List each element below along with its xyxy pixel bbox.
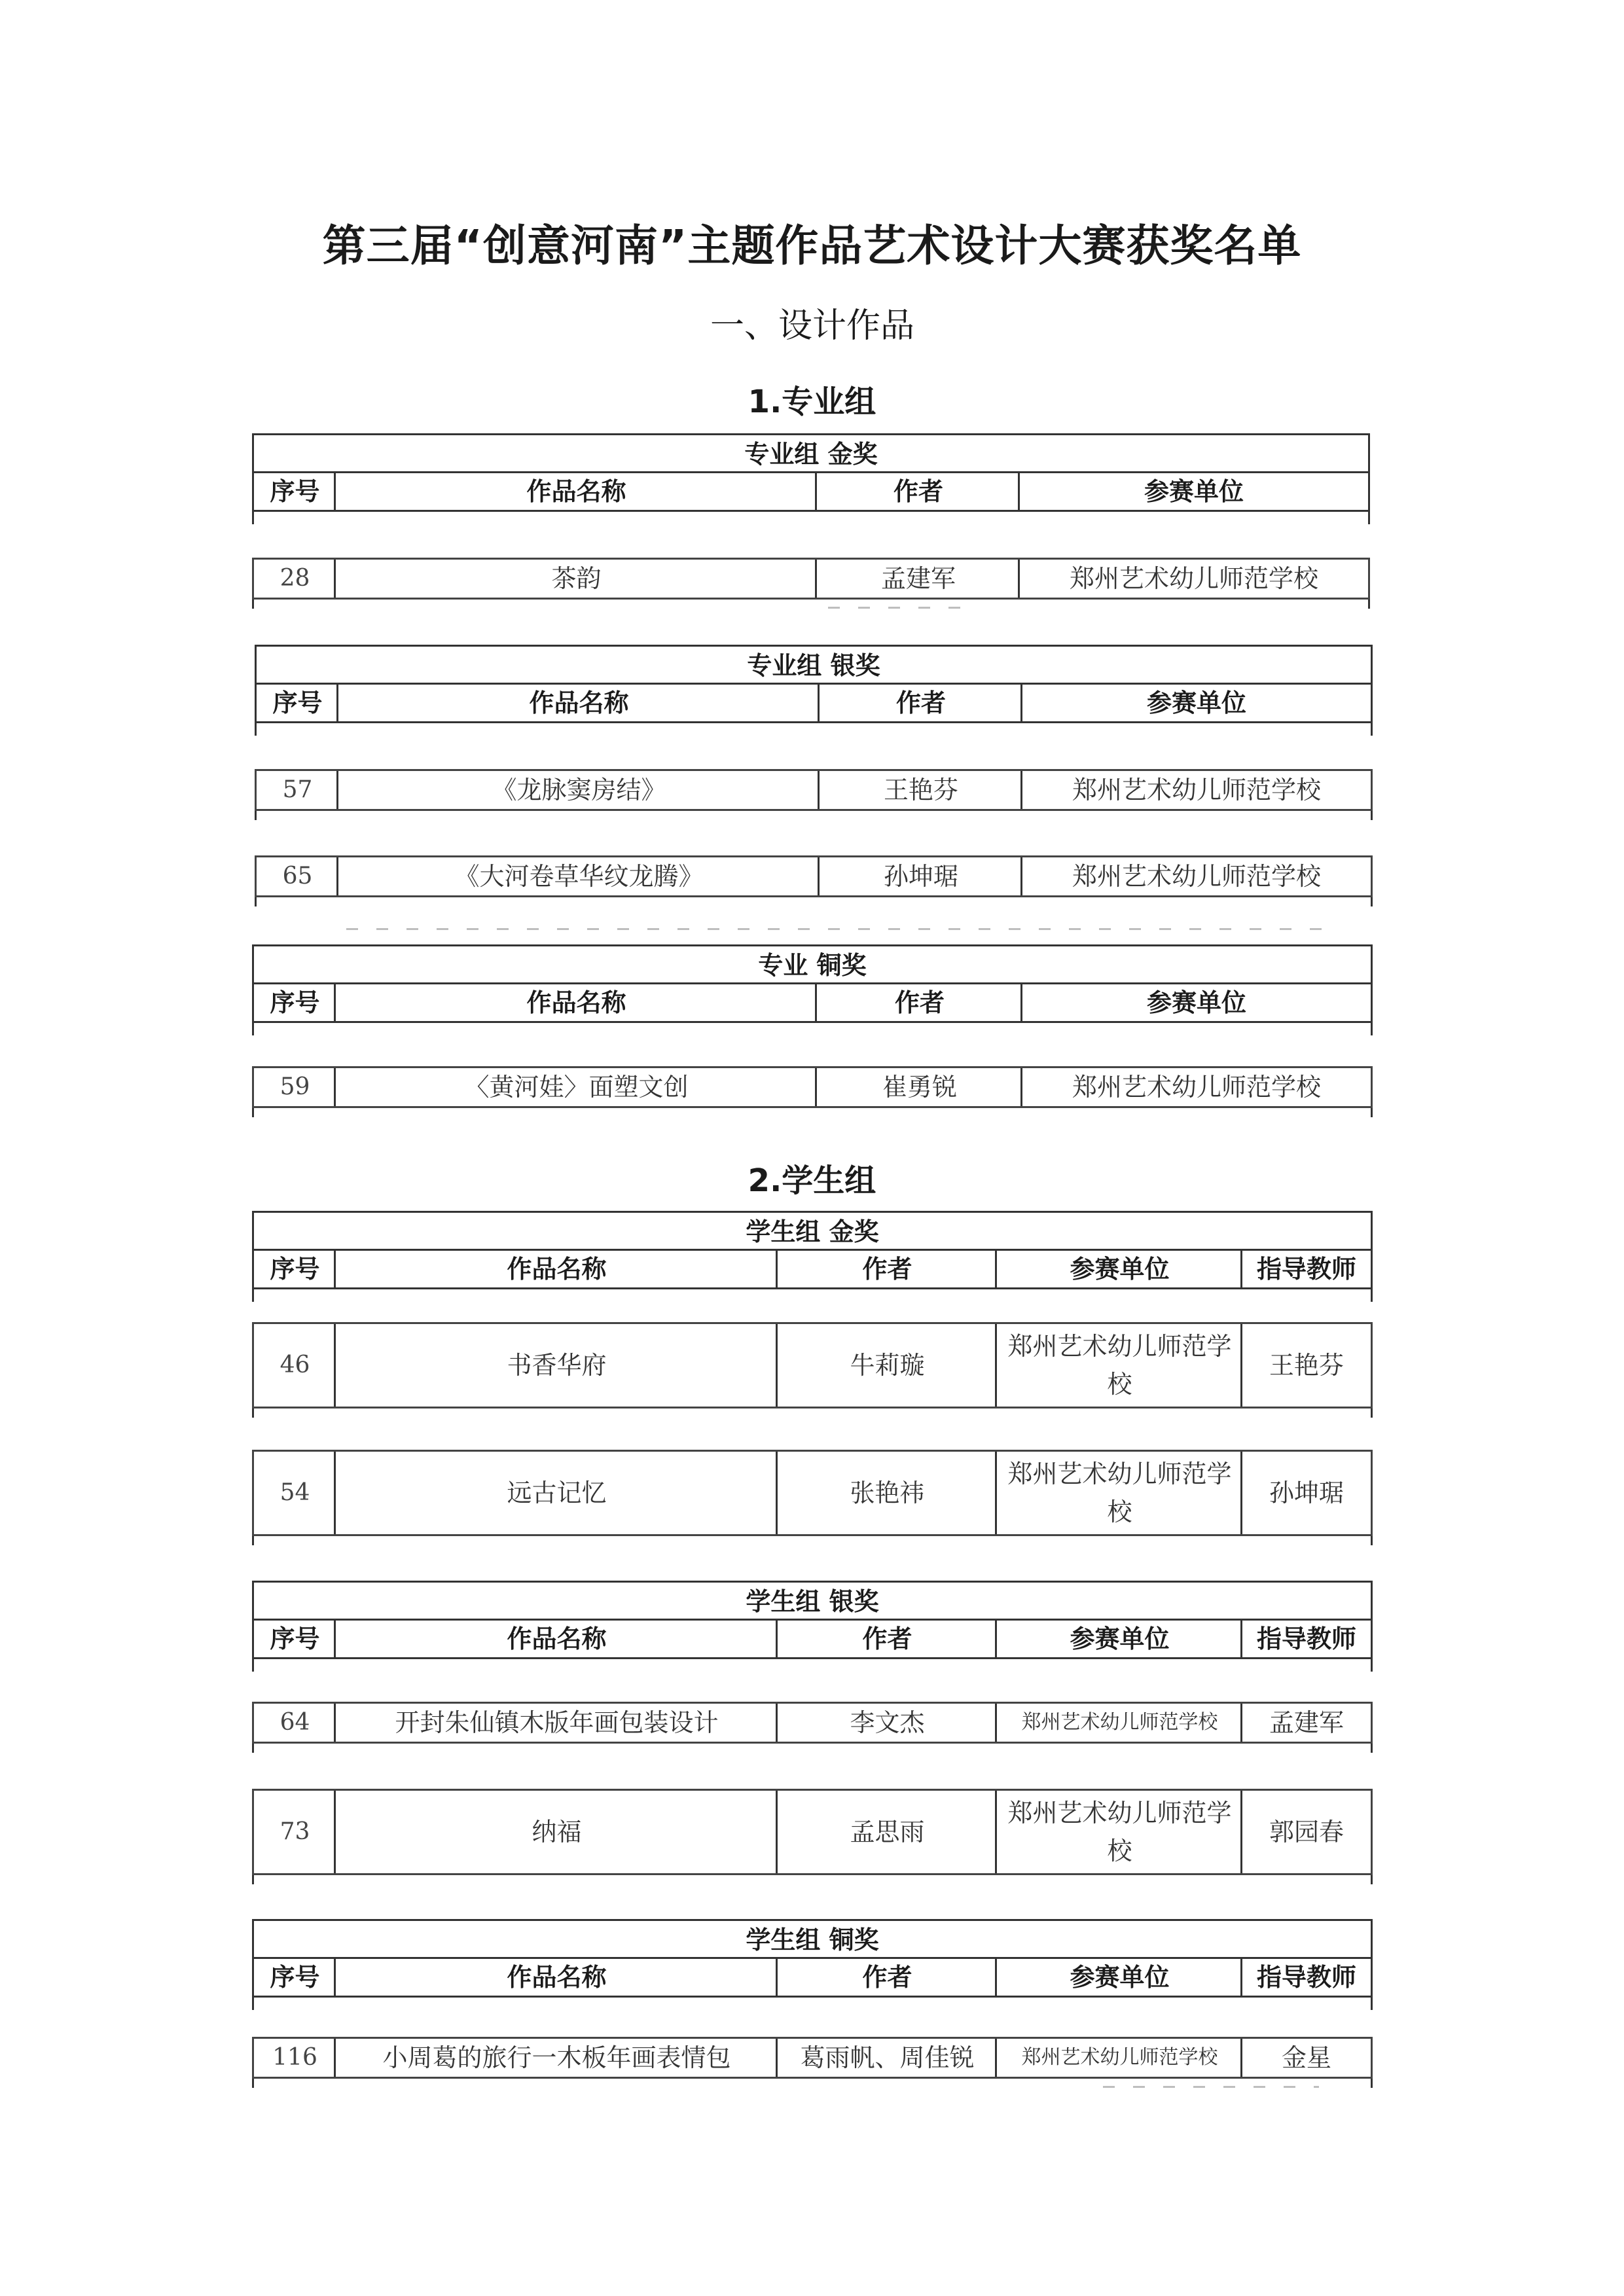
cell-name: 《大河卷草华纹龙腾》 xyxy=(454,862,704,891)
header-teacher: 指导教师 xyxy=(1256,1255,1356,1283)
table-caption: 学生组 银奖 xyxy=(252,1581,1373,1621)
cell-author: 葛雨帆、周佳锐 xyxy=(800,2043,975,2072)
table-header-row xyxy=(252,982,1373,1023)
cell-unit: 郑州艺术幼儿师范学校 xyxy=(1072,776,1321,804)
table-header-row xyxy=(255,683,1373,723)
header-name: 作品名称 xyxy=(507,1963,607,1992)
header-author: 作者 xyxy=(862,1255,912,1283)
header-no: 序号 xyxy=(270,477,320,506)
table-row xyxy=(252,1450,1373,1536)
table-student-bronze xyxy=(252,1919,1373,2102)
header-teacher: 指导教师 xyxy=(1256,1963,1356,1992)
cell-teacher: 孟建军 xyxy=(1269,1708,1344,1737)
table-caption: 专业 铜奖 xyxy=(252,944,1373,984)
cell-teacher: 王艳芬 xyxy=(1269,1351,1344,1380)
header-no: 序号 xyxy=(272,689,323,717)
group-heading-student: 2.学生组 xyxy=(748,1162,876,1199)
cell-author: 孟思雨 xyxy=(850,1818,925,1846)
table-row xyxy=(255,855,1373,897)
table-row xyxy=(252,558,1370,600)
cell-unit: 郑州艺术幼儿师范学校 xyxy=(1072,1073,1321,1102)
cell-unit: 郑州艺术幼儿师范学校 xyxy=(1021,1711,1218,1734)
header-unit: 参赛单位 xyxy=(1070,1963,1170,1992)
cell-name: 《龙脉窦房结》 xyxy=(492,776,666,804)
header-no: 序号 xyxy=(270,1963,320,1992)
cell-author: 李文杰 xyxy=(850,1708,925,1737)
header-author: 作者 xyxy=(894,988,945,1017)
page-title: 第三届“创意河南”主题作品艺术设计大赛获奖名单 xyxy=(322,221,1302,271)
cell-no: 59 xyxy=(280,1073,310,1100)
header-unit: 参赛单位 xyxy=(1146,988,1246,1017)
table-header-row xyxy=(252,1957,1373,1998)
header-name: 作品名称 xyxy=(526,988,626,1017)
header-unit: 参赛单位 xyxy=(1070,1255,1170,1283)
header-author: 作者 xyxy=(862,1963,912,1992)
table-row xyxy=(252,1066,1373,1108)
header-name: 作品名称 xyxy=(526,477,626,506)
table-header-row xyxy=(252,1249,1373,1289)
table-pro-bronze xyxy=(252,944,1373,1121)
cell-teacher: 金星 xyxy=(1281,2043,1331,2072)
section-heading: 一、设计作品 xyxy=(710,306,915,346)
table-header-row xyxy=(252,1619,1373,1659)
cell-author: 孟建军 xyxy=(880,564,956,593)
cell-no: 116 xyxy=(272,2044,317,2071)
group-heading-pro: 1.专业组 xyxy=(748,384,876,420)
cell-author: 崔勇锐 xyxy=(882,1073,957,1102)
header-unit: 参赛单位 xyxy=(1146,689,1246,717)
header-no: 序号 xyxy=(270,1624,320,1653)
cell-name: 〈黄河娃〉面塑文创 xyxy=(464,1073,689,1102)
cell-name: 纳福 xyxy=(532,1818,582,1846)
cell-unit: 郑州艺术幼儿师范学校 xyxy=(1007,1799,1232,1865)
cell-unit: 郑州艺术幼儿师范学校 xyxy=(1007,1460,1232,1526)
header-no: 序号 xyxy=(270,1255,320,1283)
header-teacher: 指导教师 xyxy=(1256,1624,1356,1653)
header-unit: 参赛单位 xyxy=(1144,477,1244,506)
cell-author: 王艳芬 xyxy=(883,776,958,804)
cell-name: 书香华府 xyxy=(507,1351,607,1380)
cell-no: 64 xyxy=(280,1709,310,1736)
table-caption: 专业组 银奖 xyxy=(255,645,1373,685)
cell-name: 小周葛的旅行一木板年画表情包 xyxy=(382,2043,731,2072)
table-pro-gold xyxy=(252,433,1370,610)
table-student-silver xyxy=(252,1581,1373,1888)
cell-teacher: 孙坤琚 xyxy=(1269,1479,1344,1507)
table-pro-silver xyxy=(255,645,1373,939)
table-caption: 学生组 金奖 xyxy=(252,1211,1373,1251)
table-row xyxy=(252,1789,1373,1875)
cell-author: 张艳祎 xyxy=(850,1479,925,1507)
header-author: 作者 xyxy=(893,477,943,506)
header-unit: 参赛单位 xyxy=(1070,1624,1170,1653)
header-author: 作者 xyxy=(862,1624,912,1653)
header-name: 作品名称 xyxy=(507,1255,607,1283)
header-author: 作者 xyxy=(895,689,946,717)
cell-name: 远古记忆 xyxy=(507,1479,607,1507)
header-no: 序号 xyxy=(270,988,320,1017)
cell-unit: 郑州艺术幼儿师范学校 xyxy=(1007,1332,1232,1399)
cell-no: 46 xyxy=(280,1352,310,1378)
cell-no: 73 xyxy=(280,1818,310,1845)
cell-author: 孙坤琚 xyxy=(883,862,958,891)
table-row xyxy=(252,1322,1373,1408)
table-caption: 学生组 铜奖 xyxy=(252,1919,1373,1959)
cell-no: 54 xyxy=(280,1479,310,1506)
header-name: 作品名称 xyxy=(507,1624,607,1653)
cell-no: 65 xyxy=(282,863,313,889)
table-row xyxy=(252,2037,1373,2079)
cell-unit: 郑州艺术幼儿师范学校 xyxy=(1072,862,1321,891)
cell-unit: 郑州艺术幼儿师范学校 xyxy=(1069,564,1318,593)
cell-no: 57 xyxy=(282,776,313,803)
cell-teacher: 郭园春 xyxy=(1269,1818,1344,1846)
header-name: 作品名称 xyxy=(529,689,629,717)
table-caption: 专业组 金奖 xyxy=(252,433,1370,473)
table-row xyxy=(255,769,1373,811)
cell-unit: 郑州艺术幼儿师范学校 xyxy=(1021,2046,1218,2069)
cell-name: 茶韵 xyxy=(551,564,602,593)
cell-no: 28 xyxy=(280,565,310,592)
cell-name: 开封朱仙镇木版年画包装设计 xyxy=(395,1708,719,1737)
cell-author: 牛莉璇 xyxy=(850,1351,925,1380)
table-row xyxy=(252,1702,1373,1744)
table-student-gold xyxy=(252,1211,1373,1551)
table-header-row xyxy=(252,471,1370,512)
